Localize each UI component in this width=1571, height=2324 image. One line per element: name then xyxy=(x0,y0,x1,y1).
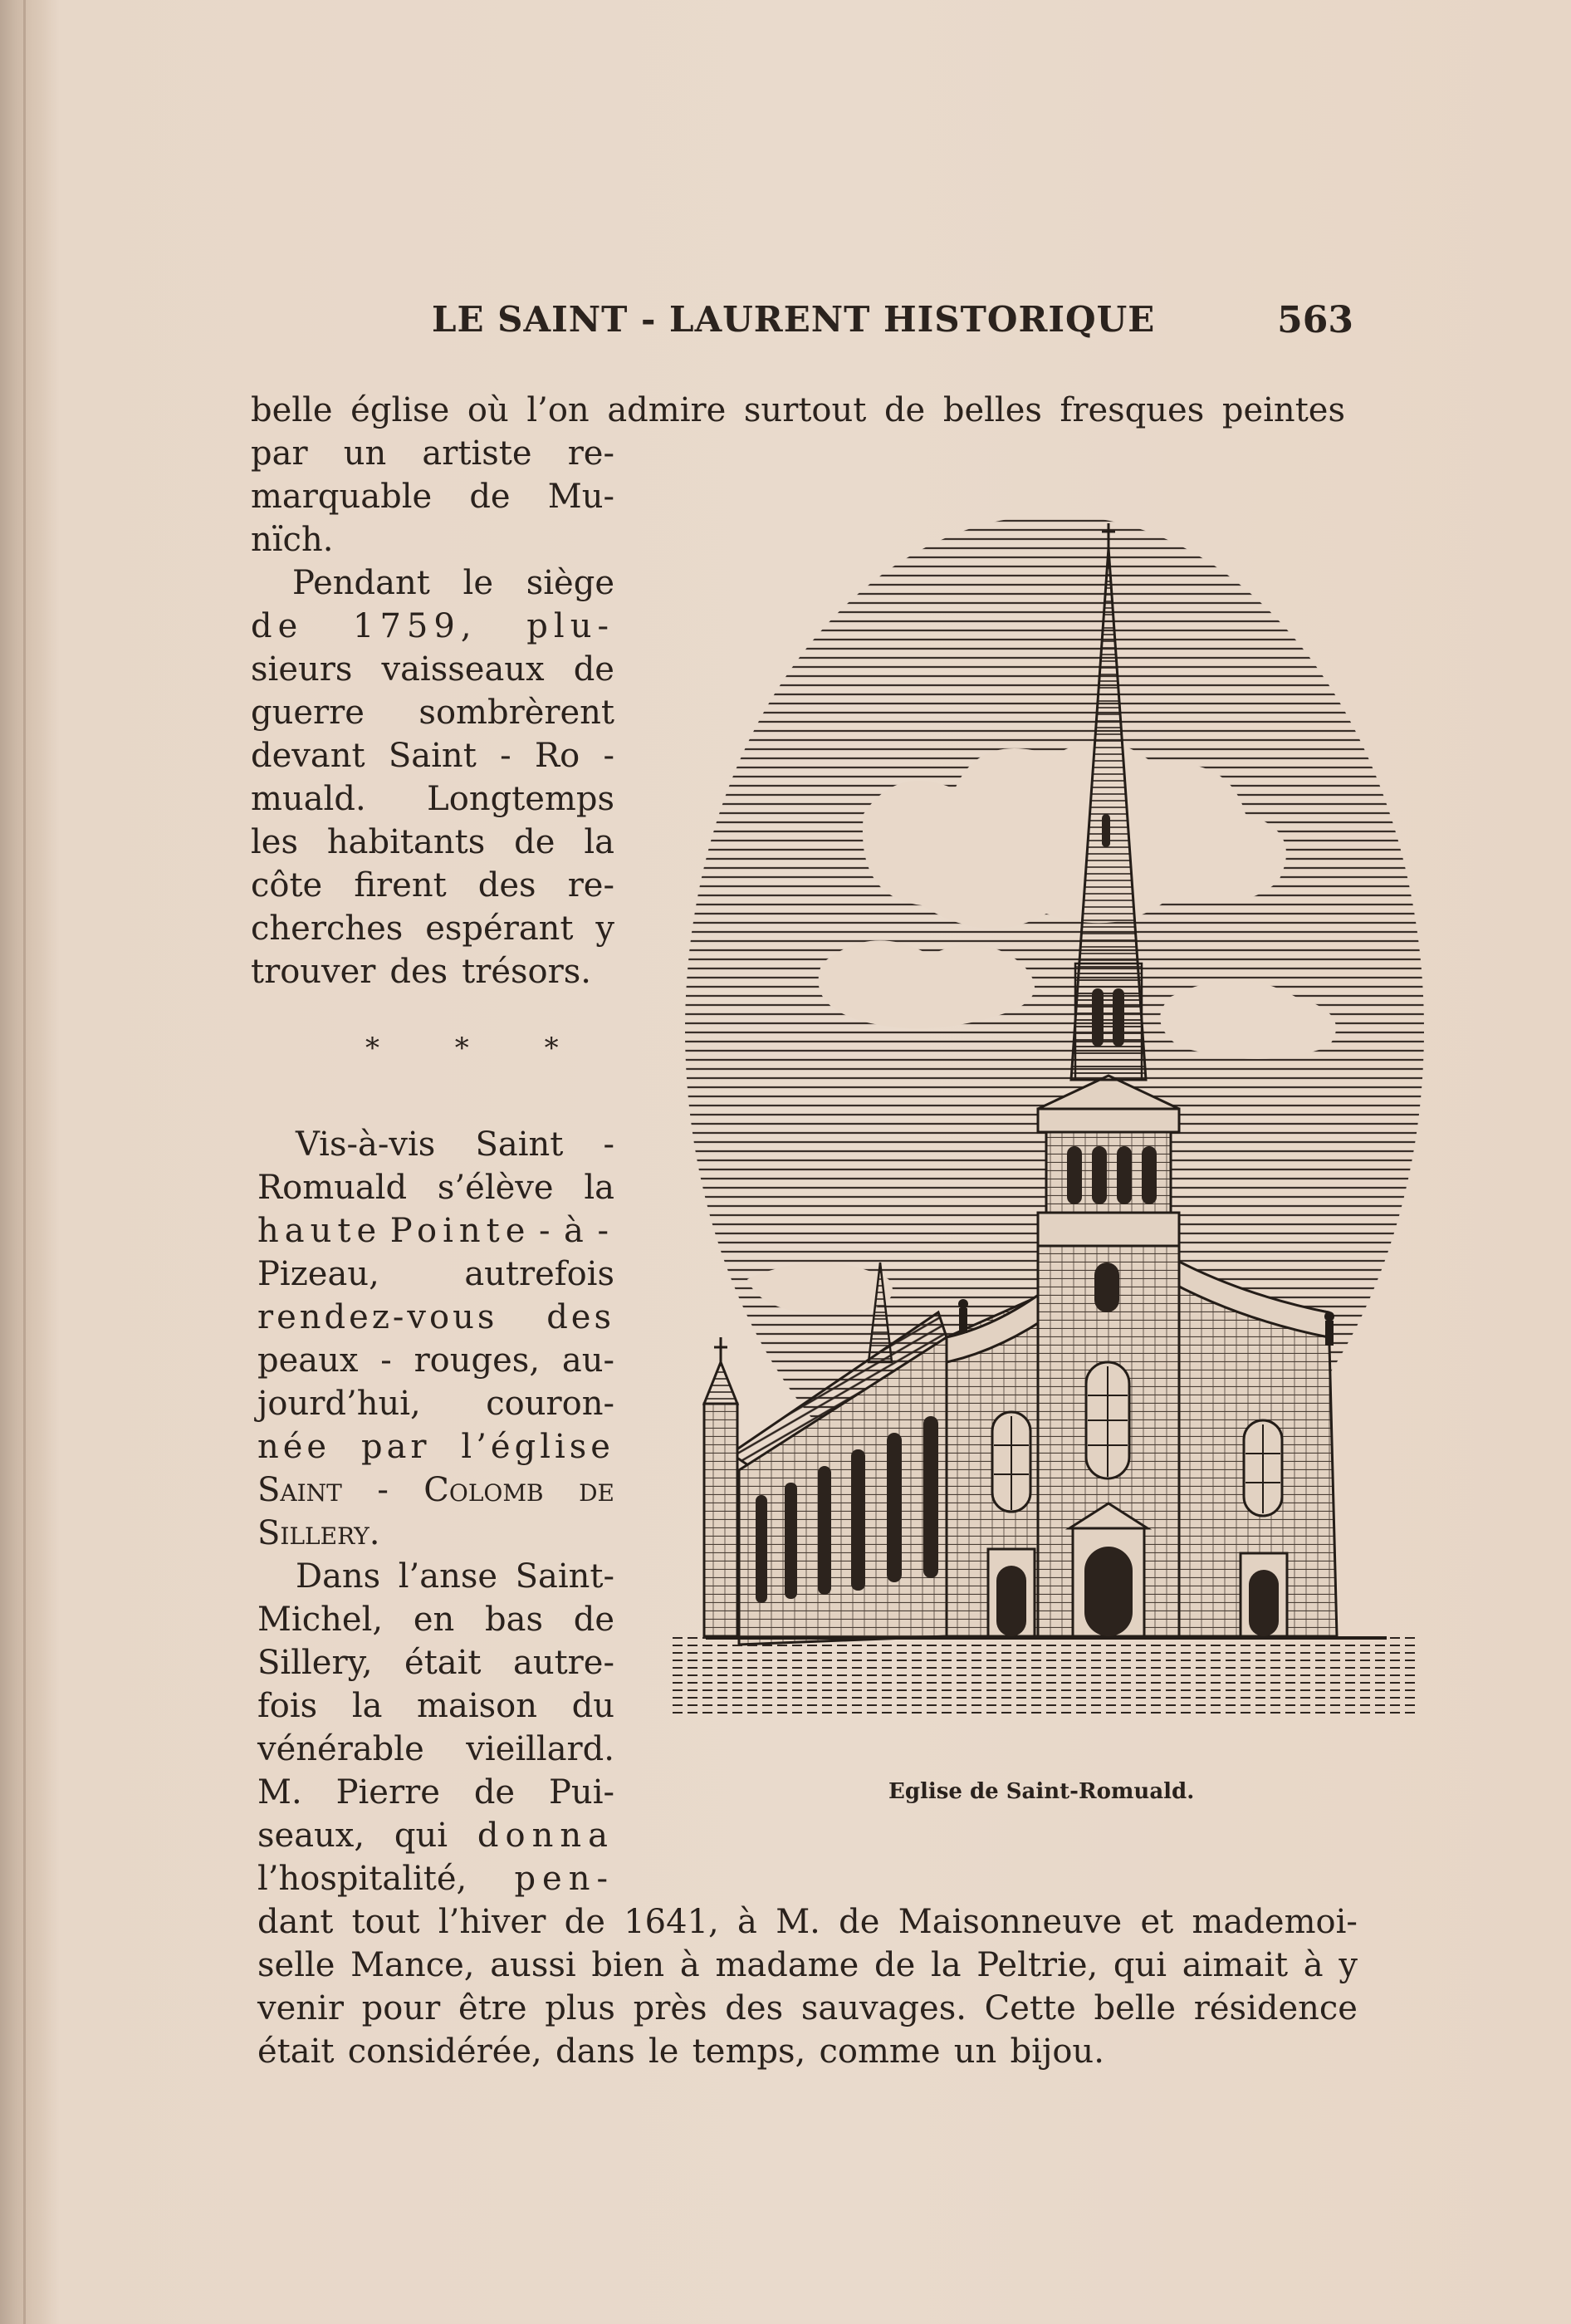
column-line xyxy=(257,1166,614,1209)
word: muald. xyxy=(251,780,366,818)
word: née xyxy=(257,1428,331,1466)
word: aimait xyxy=(1182,1946,1289,1984)
column-line xyxy=(257,1382,614,1425)
word: à xyxy=(679,1946,700,1984)
word: tout xyxy=(351,1903,420,1941)
column-line-indent xyxy=(296,1123,614,1166)
word: Sillery. xyxy=(257,1514,380,1552)
page-gutter-line xyxy=(23,0,26,2324)
page-header xyxy=(432,299,1353,349)
word: l’église xyxy=(461,1428,614,1466)
column-line xyxy=(257,1339,614,1382)
word: fresques xyxy=(1060,391,1205,429)
word: - xyxy=(380,1341,392,1380)
word: un xyxy=(953,2032,997,2071)
word: de xyxy=(514,823,555,861)
section-separator: * * * xyxy=(365,1032,592,1065)
column-line xyxy=(251,648,614,691)
column-line xyxy=(251,907,614,950)
word: dant xyxy=(257,1903,334,1941)
word: Vis-à-vis xyxy=(296,1125,436,1164)
column-line xyxy=(257,1209,614,1253)
word: - xyxy=(500,737,511,775)
word: admire xyxy=(607,391,727,429)
word: fois xyxy=(257,1687,318,1725)
column-line xyxy=(257,1425,614,1468)
word: Saint xyxy=(388,737,477,775)
word: par xyxy=(251,434,308,473)
word: de xyxy=(564,1903,605,1941)
word: maison xyxy=(417,1687,537,1725)
word: aussi xyxy=(490,1946,576,1984)
word: Mance, xyxy=(350,1946,475,1984)
word: de xyxy=(573,1601,614,1639)
word: Longtemps xyxy=(427,780,614,818)
word: guerre xyxy=(251,694,365,732)
word: de xyxy=(883,391,926,429)
word: belle xyxy=(251,391,333,429)
word: bas xyxy=(485,1601,543,1639)
word: de xyxy=(579,1471,614,1509)
word: de xyxy=(473,1773,516,1812)
column-line-indent xyxy=(292,561,614,605)
word: venir xyxy=(257,1989,344,2027)
word: Pierre xyxy=(335,1773,440,1812)
word: en xyxy=(413,1601,455,1639)
word: - xyxy=(597,1212,614,1250)
word: Mu- xyxy=(547,478,614,516)
word: Colomb xyxy=(423,1471,544,1509)
word: près xyxy=(633,1989,707,2027)
word: autre- xyxy=(512,1644,614,1682)
column-line xyxy=(257,1771,614,1814)
word: à xyxy=(564,1212,590,1250)
word: des xyxy=(389,953,448,991)
word: l’hiver xyxy=(438,1903,546,1941)
column-line-smallcaps xyxy=(257,1468,614,1512)
word: comme xyxy=(819,2032,941,2071)
word: M. xyxy=(257,1773,302,1812)
word: était xyxy=(404,1644,482,1682)
word: siège xyxy=(526,564,614,602)
text-line-bottom xyxy=(257,1987,1358,2030)
word: bijou. xyxy=(1010,2032,1104,2071)
church-illustration xyxy=(673,498,1436,1761)
word: y xyxy=(1339,1946,1358,1984)
word: le xyxy=(648,2032,679,2071)
column-line xyxy=(251,950,591,993)
word: couron- xyxy=(486,1385,614,1423)
word: 1759, xyxy=(353,607,477,645)
word: l’hospitalité, xyxy=(257,1860,467,1898)
text-line-top xyxy=(251,389,1345,432)
word: rouges, xyxy=(414,1341,541,1380)
word: artiste xyxy=(422,434,532,473)
word: donna xyxy=(477,1817,614,1855)
word: de xyxy=(839,1903,880,1941)
word: à xyxy=(737,1903,757,1941)
word: madame xyxy=(715,1946,859,1984)
word: Pointe xyxy=(389,1212,531,1250)
column-line xyxy=(251,821,614,864)
text-line-bottom xyxy=(257,1944,1358,1987)
word: la xyxy=(351,1687,383,1725)
word: plu- xyxy=(526,607,614,645)
column-line xyxy=(257,1684,614,1728)
word: Sillery, xyxy=(257,1644,373,1682)
word: cherches xyxy=(251,909,404,948)
word: des xyxy=(546,1298,614,1336)
word: mademoi- xyxy=(1192,1903,1358,1941)
column-line xyxy=(257,1728,614,1771)
word: un xyxy=(343,434,387,473)
word: temps, xyxy=(692,2032,806,2071)
column-line xyxy=(251,691,614,734)
word: sombrèrent xyxy=(418,694,614,732)
column-line xyxy=(257,1857,614,1900)
word: vieillard. xyxy=(466,1730,614,1768)
word: M. xyxy=(776,1903,820,1941)
word: à xyxy=(1303,1946,1324,1984)
figure-caption: Eglise de Saint-Romuald. xyxy=(888,1779,1195,1804)
word: de xyxy=(573,650,614,689)
word: y xyxy=(595,909,614,948)
page-number: 563 xyxy=(1277,299,1353,341)
word: résidence xyxy=(1193,1989,1358,2027)
word: les xyxy=(251,823,298,861)
column-line xyxy=(257,1253,614,1296)
word: dans xyxy=(555,2032,635,2071)
word: Pendant xyxy=(292,564,430,602)
word: firent xyxy=(354,866,447,905)
word: où xyxy=(467,391,509,429)
word: qui xyxy=(1113,1946,1167,1984)
word: église xyxy=(350,391,450,429)
word: seaux, xyxy=(257,1817,365,1855)
word: pour xyxy=(361,1989,441,2027)
word: côte xyxy=(251,866,323,905)
word: haute xyxy=(257,1212,383,1250)
word: qui xyxy=(394,1817,448,1855)
word: habitants xyxy=(326,823,486,861)
word: vénérable xyxy=(257,1730,424,1768)
word: Cette xyxy=(984,1989,1076,2027)
word: Maisonneuve xyxy=(898,1903,1123,1941)
word: sieurs xyxy=(251,650,353,689)
word: de xyxy=(251,607,304,645)
word: re- xyxy=(567,434,614,473)
word: au- xyxy=(561,1341,614,1380)
word: de xyxy=(469,478,511,516)
word: des xyxy=(725,1989,784,2027)
church-engraving-svg xyxy=(673,498,1436,1761)
running-title: LE SAINT - LAURENT HISTORIQUE xyxy=(432,299,1156,340)
word: l’on xyxy=(526,391,590,429)
column-line xyxy=(251,605,614,648)
word: être xyxy=(458,1989,527,2027)
word: - xyxy=(603,1125,614,1164)
text-line-bottom xyxy=(257,2030,1104,2073)
word: vaisseaux xyxy=(381,650,545,689)
word: trésors. xyxy=(462,953,591,991)
word: des xyxy=(477,866,536,905)
word: la xyxy=(930,1946,962,1984)
word: belle xyxy=(1094,1989,1177,2027)
text-line-bottom xyxy=(257,1900,1358,1944)
column-line xyxy=(251,432,614,475)
word: Pizeau, xyxy=(257,1255,379,1293)
word: Romuald xyxy=(257,1169,408,1207)
column-line xyxy=(251,734,614,777)
column-line xyxy=(257,1598,614,1641)
word: marquable xyxy=(251,478,433,516)
word: plus xyxy=(545,1989,615,2027)
word: Michel, xyxy=(257,1601,384,1639)
word: devant xyxy=(251,737,365,775)
word: Saint- xyxy=(515,1557,614,1596)
word: la xyxy=(584,1169,614,1207)
word: autrefois xyxy=(464,1255,614,1293)
word: surtout xyxy=(743,391,867,429)
word: était xyxy=(257,2032,335,2071)
word: Ro xyxy=(534,737,580,775)
word: 1641, xyxy=(624,1903,719,1941)
word: pen- xyxy=(514,1860,614,1898)
word: espérant xyxy=(425,909,574,948)
word: - xyxy=(538,1212,556,1250)
word: - xyxy=(377,1471,389,1509)
word: considérée, xyxy=(347,2032,542,2071)
word: peintes xyxy=(1221,391,1345,429)
word: trouver xyxy=(251,953,376,991)
ground-hatching xyxy=(673,1636,1420,1719)
word: Pui- xyxy=(549,1773,614,1812)
column-line-smallcaps xyxy=(257,1512,614,1555)
word: Dans xyxy=(296,1557,381,1596)
book-spine-shadow xyxy=(0,0,60,2324)
word: peaux xyxy=(257,1341,359,1380)
word: Peltrie, xyxy=(976,1946,1099,1984)
word: le xyxy=(462,564,494,602)
word: rendez-vous xyxy=(257,1298,498,1336)
word: re- xyxy=(567,866,614,905)
column-line xyxy=(251,864,614,907)
word: jourd’hui, xyxy=(257,1385,421,1423)
column-line-indent xyxy=(296,1555,614,1598)
column-line xyxy=(257,1296,614,1339)
word: sauvages. xyxy=(800,1989,967,2027)
word: de xyxy=(874,1946,916,1984)
column-line xyxy=(257,1641,614,1684)
word: et xyxy=(1140,1903,1174,1941)
column-line xyxy=(251,475,614,518)
column-line xyxy=(251,777,614,821)
word: selle xyxy=(257,1946,335,1984)
word: Saint xyxy=(257,1471,342,1509)
word: du xyxy=(571,1687,614,1725)
column-line xyxy=(257,1814,614,1857)
word: la xyxy=(584,823,614,861)
word: bien xyxy=(591,1946,665,1984)
word: Saint xyxy=(475,1125,564,1164)
word: l’anse xyxy=(398,1557,498,1596)
word: s’élève xyxy=(437,1169,554,1207)
word: par xyxy=(360,1428,431,1466)
word: - xyxy=(603,737,614,775)
word: belles xyxy=(942,391,1042,429)
column-line xyxy=(251,518,614,561)
word: nïch. xyxy=(251,521,334,559)
